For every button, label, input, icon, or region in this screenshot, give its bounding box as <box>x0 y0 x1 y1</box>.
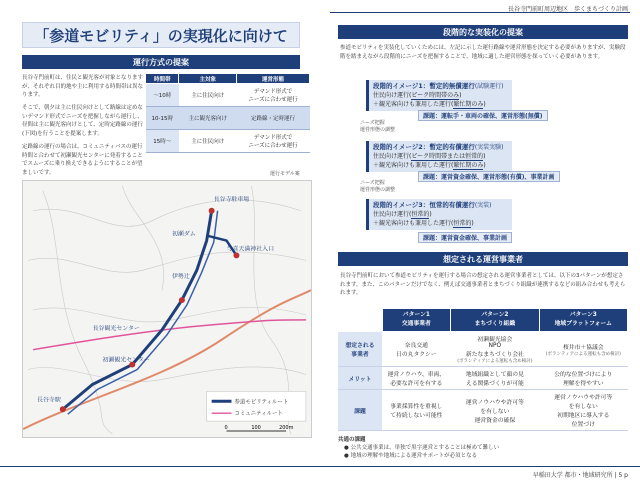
map-label-isetsuji: 伊勢辻 <box>171 273 190 281</box>
table-row <box>338 367 628 390</box>
table-row <box>146 107 310 130</box>
phase-line: ) <box>483 162 486 169</box>
phase-1-task: 課題：運転手・車両の確保、運営形態(無償) <box>418 110 548 121</box>
phase-line: ＋観光客向けも兼用した運行( <box>373 220 454 227</box>
section-phased: 段階的な実装化の提案 <box>338 25 628 39</box>
scale-200: 200m <box>279 425 294 432</box>
op-cell-target: 主に観光客向け <box>179 107 237 130</box>
header-rule <box>330 12 630 13</box>
intro-para-1: 長谷寺門前町は、住民と観光客が対象となりますが、それぞれ目的地や主に利用する時間帯は異なります。 <box>22 75 144 98</box>
row-label-issues: 課題 <box>338 390 382 431</box>
phase-3-title: 段階的イメージ3：恒常的有償運行 <box>373 201 475 209</box>
phase-line: 住民向け運行( <box>373 211 412 218</box>
map-label-station: 長谷寺駅 <box>37 396 61 404</box>
map-label-hase-center: 長谷観光センター <box>92 324 140 332</box>
op-header-time: 時間帯 <box>146 74 179 84</box>
intro-para-2: そこで、朝夕は主に住民向けとして路線は定めないデマンド形式でニーズを把握しながら運行し、昼間は主に観光客向けとして、定時定路線の運行(下図)を行うことを提案します。 <box>22 105 143 137</box>
issue-cell: 運営ノウハウや許可等 を有しない 初期地区に導入する 位置づけ <box>539 390 627 431</box>
map-label-dam: 初瀬ダム <box>171 230 196 238</box>
table-row <box>146 130 310 153</box>
op-table-source: 運行モデル案 <box>270 171 300 177</box>
phase-line: ) <box>429 211 432 218</box>
phase-highlight: ピーク時間帯のみ <box>411 92 460 99</box>
map-label-hase-kanko: 初瀬観光センター <box>102 356 150 364</box>
phase-highlight: 恒常的 <box>411 211 430 218</box>
phase-line: 住民向け運行( <box>373 153 412 160</box>
operator-cell <box>539 332 627 367</box>
map-legend <box>207 391 306 421</box>
phase-line: 住民向け運行( <box>373 92 412 99</box>
issue-cell: 事業採算性を重視し て持続しない可能性 <box>382 390 451 431</box>
phase-2-tag: (実装実験) <box>474 144 504 151</box>
phase-line: ＋観光客向けも兼用した運行( <box>373 101 454 108</box>
table-row <box>338 332 628 367</box>
phase-line: ) <box>471 220 474 227</box>
merit-cell: 地域組織として顔の見 える関係づくりが可能 <box>451 367 539 390</box>
op-cell-time: 10-15時 <box>146 107 179 130</box>
table-row <box>338 309 628 332</box>
cell-main: 桜井市＋協議会 <box>562 344 604 351</box>
phase-1-box <box>366 80 512 111</box>
scale-100: 100 <box>251 425 261 432</box>
phase-line: ) <box>459 92 462 99</box>
scale-0: 0 <box>224 425 228 432</box>
common-issue-1: 公共交通事業は、単独で黒字運営とすることは極めて難しい <box>350 445 500 451</box>
phase-2-title: 段階的イメージ2：暫定的有償運行 <box>373 143 475 151</box>
cell-main: 奈良交通 日の丸タクシー <box>396 343 437 358</box>
phase-3-box <box>366 199 512 230</box>
section-operation-method: 運行方式の提案 <box>22 55 300 69</box>
phase-highlight: ピーク時間帯または恒常的 <box>411 153 484 160</box>
op-cell-target: 主に住民向け <box>179 130 237 153</box>
common-issues-title: 共通の課題 <box>338 437 366 443</box>
phase-highlight: 恒常的 <box>453 220 472 227</box>
phase-2-box <box>366 141 512 172</box>
phase-line: ) <box>483 101 486 108</box>
cell-main: 初瀬観光協会 NPO 新たなまちづくり会社 <box>465 337 524 358</box>
map-label-shrine: 与喜天満神社入口 <box>226 245 275 253</box>
section-operators: 想定される運営事業者 <box>338 252 628 266</box>
merit-cell: 運営ノウハウ、車両、 必要な許可を有する <box>382 367 451 390</box>
operation-table <box>145 73 310 153</box>
route-map <box>22 180 312 438</box>
footer-text: 早稲田大学 都市・地域研究所 | 5 p <box>532 472 628 479</box>
op-cell-form: 定路線・定時運行 <box>237 107 310 130</box>
phase-line: ＋観光客向けも兼用した運行( <box>373 162 454 169</box>
route-map-svg <box>23 181 311 437</box>
op-cell-form: デマンド形式で ニーズに合わせ運行 <box>237 84 310 107</box>
pattern-2-header: パターン2 まちづくり組織 <box>451 309 539 332</box>
operators-intro: 長谷寺門前町において参道モビリティを運行する場合の想定される運営事業者としては、以下の3パターンが想定されます。また、このパターンだけでなく、例えば交通事業者とまちづくり組織が連携するなどの組み合わせも考えられます。 <box>340 273 626 296</box>
page-footer <box>0 466 640 480</box>
legend-mobility: 参道モビリティルート <box>234 399 289 406</box>
map-label-parking: 長谷寺駐車場 <box>213 195 250 203</box>
phase-note-1: ニーズ把握 運営形態の調整 <box>360 120 396 133</box>
page-title-text: 「参道モビリティ」の実現化に向けて <box>34 26 288 45</box>
op-header-form: 運営形態 <box>237 74 310 84</box>
phase-note-2: ニーズ把握 運営形態の調整 <box>360 180 396 193</box>
cell-sub: (ボランティアによる運転も含め検討) <box>545 351 621 357</box>
phase-3-task: 課題：運営資金確保、事業計画 <box>418 232 512 243</box>
common-issue-2: 地域の理解や地域による運営サポートが必須となる <box>350 453 478 459</box>
operator-cell <box>382 332 451 367</box>
table-row <box>146 84 310 107</box>
list-item: ● 公共交通事業は、単独で黒字運営とすることは極めて難しい <box>344 445 500 451</box>
op-cell-form: デマンド形式で ニーズに合わせ運行 <box>237 130 310 153</box>
merit-cell: 公的な位置づけにより 理解を得やすい <box>539 367 627 390</box>
page-title <box>22 22 300 48</box>
phased-intro: 参道モビリティを実装化していくためには、左記に示した運行路線や運営形態を決定する必要がありますが、実験段階を踏まえながら段階的にニーズを把握することで、地域に適した運営形態を探っていく必要があります。 <box>340 45 626 60</box>
op-header-target: 主対象 <box>179 74 237 84</box>
phase-highlight: 繁忙期のみ <box>453 101 484 108</box>
op-cell-target: 主に住民向け <box>179 84 237 107</box>
issue-cell: 運営ノウハウや許可等 を有しない 運営資金の確保 <box>451 390 539 431</box>
list-item: ● 地域の理解や地域による運営サポートが必須となる <box>344 453 478 459</box>
op-cell-time: 〜10時 <box>146 84 179 107</box>
pattern-3-header: パターン3 地域プラットフォーム <box>539 309 627 332</box>
op-cell-time: 15時〜 <box>146 130 179 153</box>
operator-cell <box>451 332 539 367</box>
common-issues <box>338 436 628 460</box>
legend-community: コミュニティルート <box>234 411 283 418</box>
phase-1-title: 段階的イメージ1：暫定的無償運行 <box>373 82 475 90</box>
row-label-merit: メリット <box>338 367 382 390</box>
page-header: 長谷寺門前町周辺地区 歩くまちづくり計画 <box>508 6 628 13</box>
phase-highlight: 繁忙期のみ <box>453 162 484 169</box>
table-row <box>338 390 628 431</box>
cell-sub: (ボランティアによる運転も含め検討) <box>457 359 533 364</box>
phase-line: ) <box>483 153 486 160</box>
phase-1-tag: (試験運行) <box>474 83 504 90</box>
operator-table <box>338 308 628 431</box>
row-label-operators: 想定される 事業者 <box>338 332 382 367</box>
phase-2-task: 課題：運営資金確保、運営形態(有償)、事業計画 <box>418 171 560 182</box>
intro-para-3: 定路線の運行の場合は、コミュニティバスの運行時間と合わせて初瀬観光センターに発着することでスムーズに乗り換えできるようにすることが望ましいです。 <box>22 144 143 176</box>
phase-3-tag: (実装) <box>474 202 492 209</box>
pattern-1-header: パターン1 交通事業者 <box>382 309 451 332</box>
